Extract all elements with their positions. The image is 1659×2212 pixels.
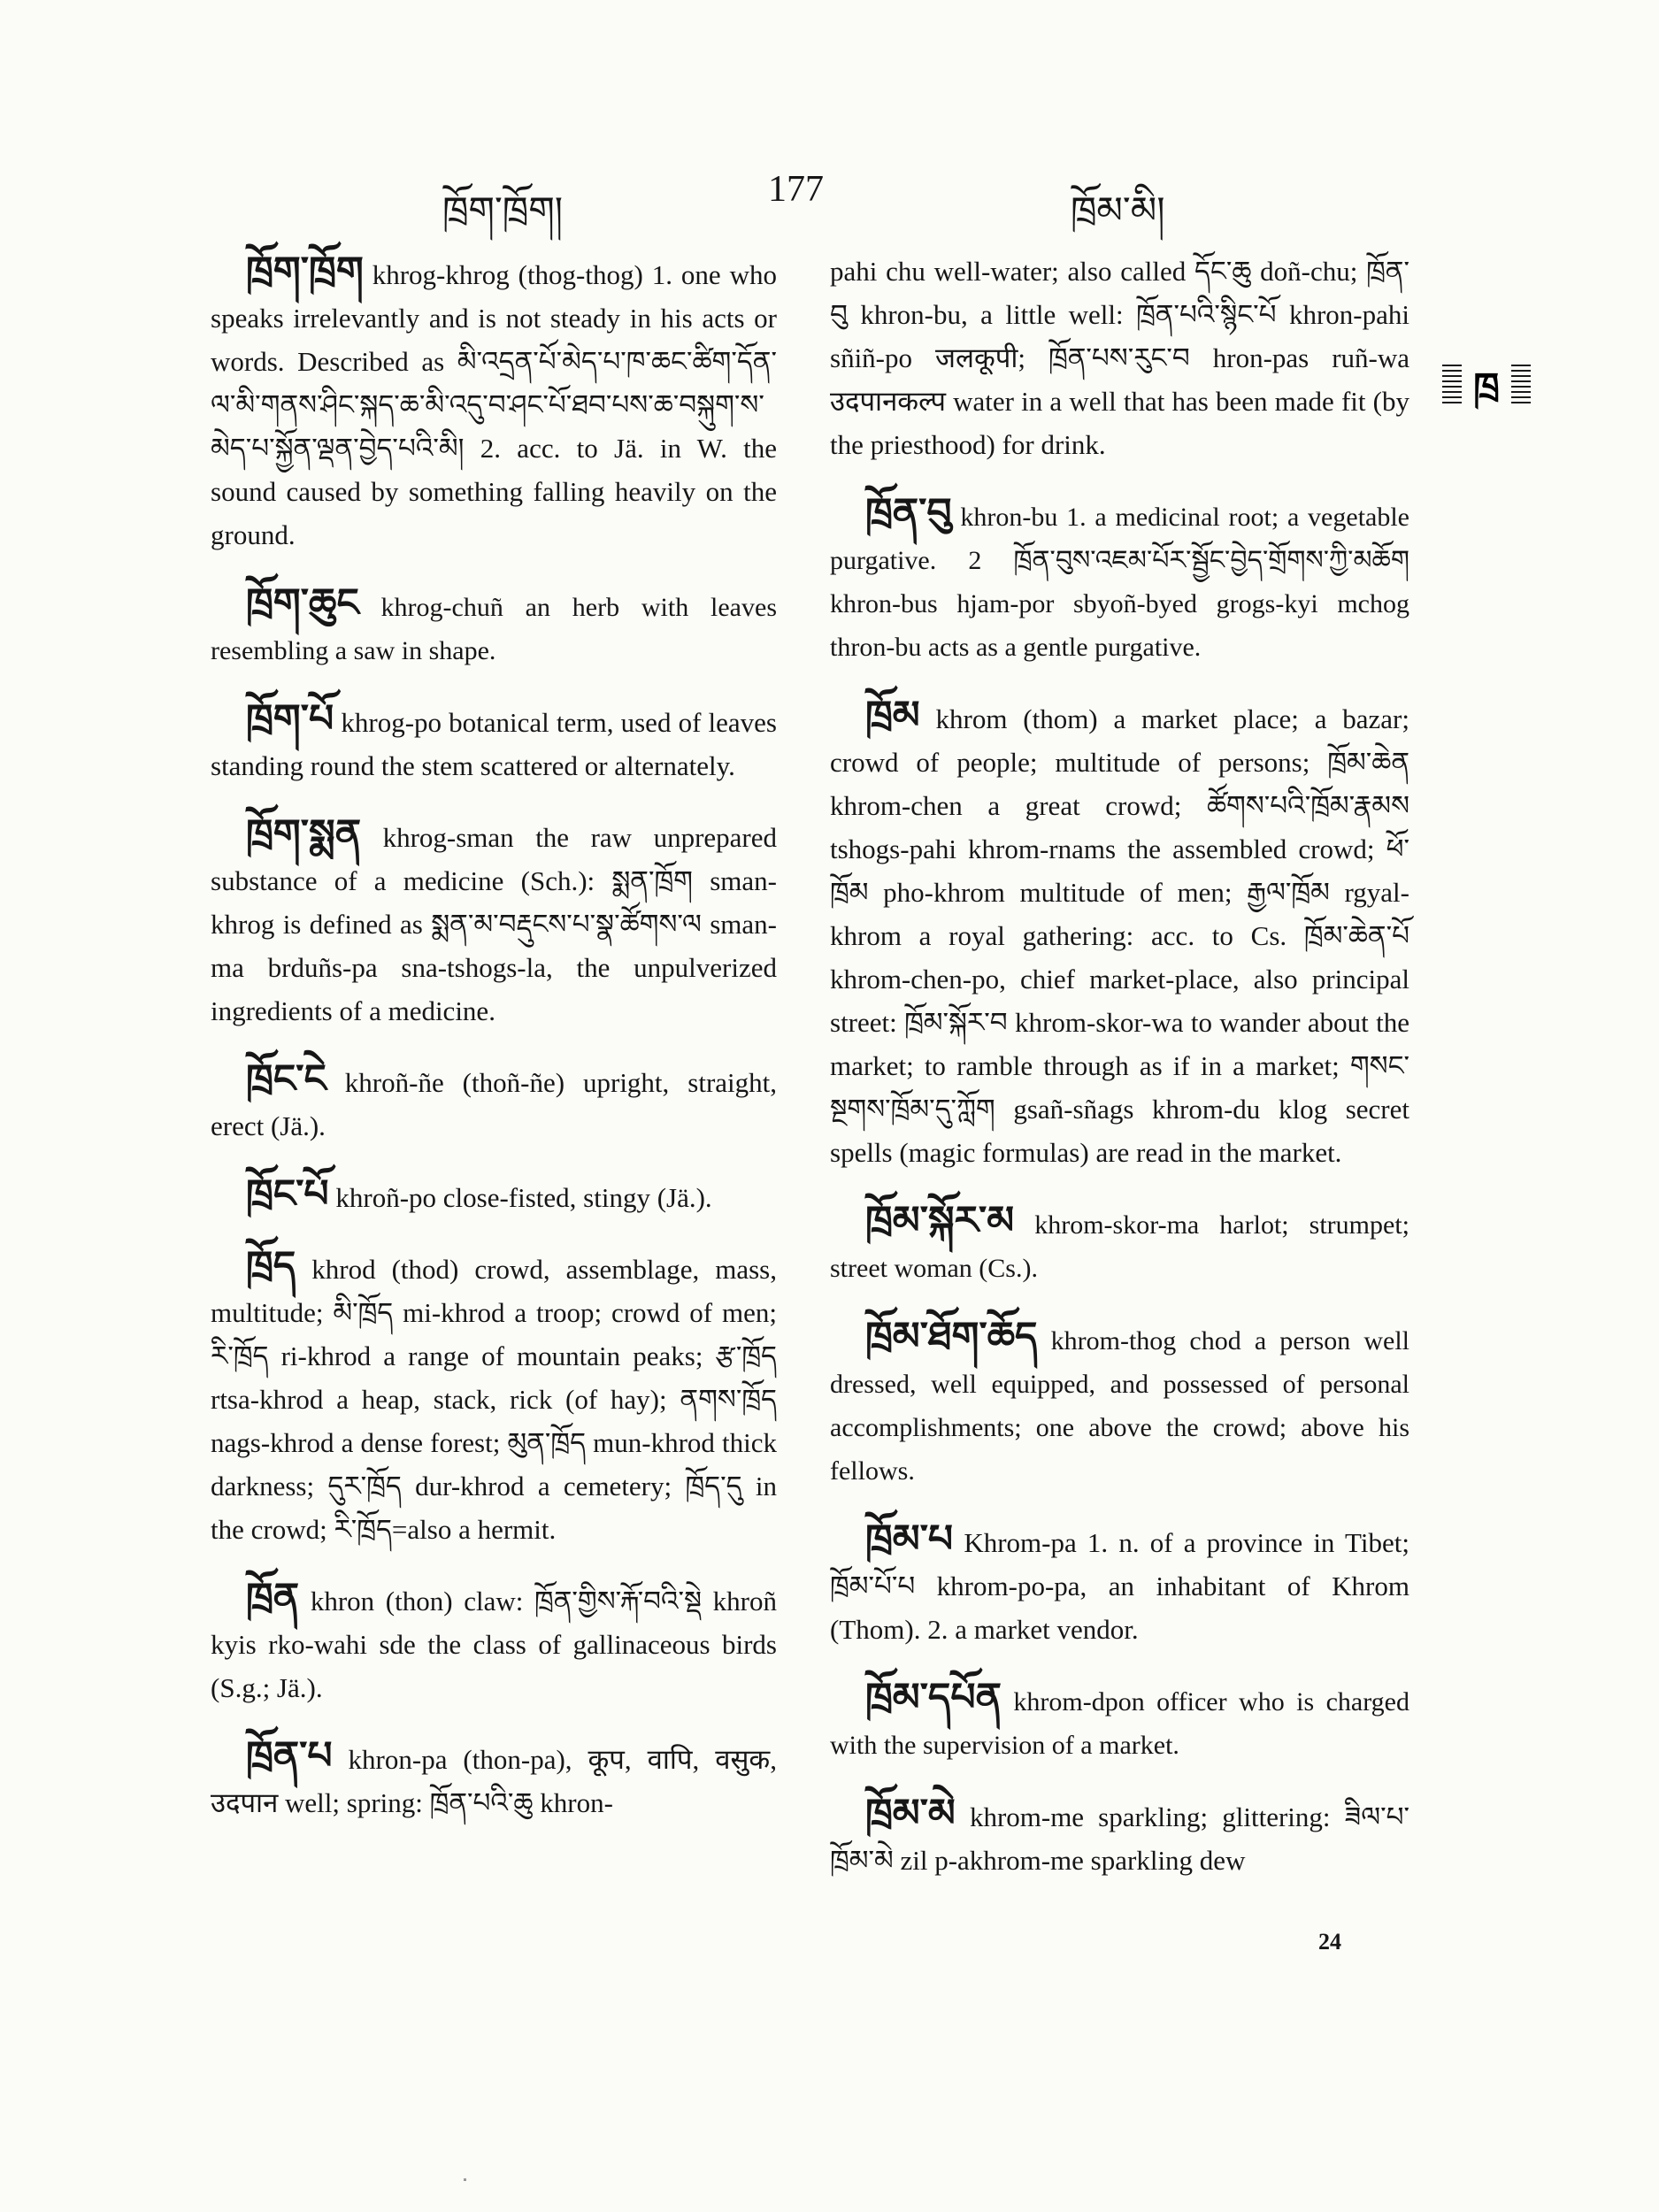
signature-mark: 24: [1318, 1929, 1341, 1955]
dictionary-entry: [211, 581, 777, 672]
thumb-tab-icon: [1442, 358, 1531, 411]
left-column: [211, 250, 777, 1849]
entry-text: khroñ-po close-fisted, stingy (Jä.).: [328, 1182, 712, 1213]
scan-speck: [464, 2178, 466, 2181]
dictionary-entry: [830, 491, 1409, 669]
dictionary-entry: [830, 1199, 1409, 1290]
dictionary-entry: [211, 250, 777, 557]
entry-headword: ཁྲོང་པོ: [246, 1172, 329, 1216]
entry-headword: ཁྲོག་ཁྲོག: [246, 250, 364, 293]
entry-headword: ཁྲོམ་སྐོར་མ: [865, 1199, 1015, 1242]
entry-text: Khrom-pa 1. n. of a province in Tibet; ཁྲོམ་པོ་པ khrom-po-pa, an inhabitant of Khrom (Thom). 2. a market vendor.: [830, 1527, 1409, 1645]
entry-text: khrog-po botanical term, used of leaves standing round the stem scattered or alternately.: [211, 707, 777, 781]
entry-text: khron-bu 1. a medicinal root; a vegetable purgative. 2 ཁྲོན་བུས་འཇམ་པོར་སྦྱོང་བྱེད་གྲོགས་ཀྱི་མཆོག khron-bus hjam-por sbyoñ-byed grogs-kyi mchog thron-bu acts as a gentle purgative.: [830, 503, 1409, 662]
entry-headword: ཁྲོན: [246, 1576, 300, 1619]
dictionary-entry: [211, 1244, 777, 1551]
entry-headword: ཁྲོག་སྨན: [246, 812, 362, 856]
entry-headword: ཁྲོག་པོ: [246, 697, 334, 741]
header-right-guide-word: ཁྲོམ་མི།: [1071, 191, 1165, 232]
entry-text: khrom (thom) a market place; a bazar; crowd of people; multitude of persons; ཁྲོམ་ཆེན khrom-chen a great crowd; ཚོགས་པའི་ཁྲོམ་རྣམས tshogs-pahi khrom-rnams the assembled crowd; ཕོ་ཁྲོམ pho-khrom multitude of men; རྒྱལ་ཁྲོམ rgyal-khrom a royal gathering: acc. to Cs. ཁྲོམ་ཆེན་པོ khrom-chen-po, chief market-place, also principal street: ཁྲོམ་སྐོར་བ khrom-skor-wa to wander about the market; to ramble through as if in a market; གསང་སྔགས་ཁྲོམ་དུ་ཀློག gsañ-sñags khrom-du klog secret spells (magic formulas) are read in the market.: [830, 703, 1409, 1168]
entry-headword: ཁྲོད: [246, 1244, 296, 1287]
entry-headword: ཁྲོམ་མེ: [865, 1792, 956, 1835]
entry-headword: ཁྲོན་བུ: [865, 491, 952, 534]
dictionary-entry: [211, 1172, 777, 1219]
dictionary-entry: [211, 697, 777, 787]
dictionary-entry: [211, 1057, 777, 1148]
right-column: [830, 250, 1409, 1907]
entry-headword: ཁྲོམ་པ: [865, 1517, 954, 1561]
header-left-guide-word: ཁྲོག་ཁྲོག།: [442, 191, 564, 232]
dictionary-entry: [830, 1676, 1409, 1767]
dictionary-entry: [830, 1315, 1409, 1493]
entry-headword: ཁྲོག་ཆུང: [246, 581, 359, 625]
entry-text: khrom-me sparkling; glittering: ཟིལ་པ་ཁྲོམ་མེ zil p-akhrom-me sparkling dew: [830, 1801, 1409, 1876]
entry-text: khrog-chuñ an herb with leaves resembling a saw in shape.: [211, 593, 777, 665]
page-header: [0, 168, 1659, 230]
entry-text: khrod (thod) crowd, assemblage, mass, multitude; མི་ཁྲོད mi-khrod a troop; crowd of men; རི་ཁྲོད ri-khrod a range of mountain peaks; རྩ་ཁྲོད rtsa-khrod a heap, stack, rick (of hay); ནགས་ཁྲོད nags-khrod a dense forest; མུན་ཁྲོད mun-khrod thick darkness; དུར་ཁྲོད dur-khrod a cemetery; ཁྲོད་དུ in the crowd; རི་ཁྲོད=also a hermit.: [211, 1254, 777, 1545]
dictionary-entry: [830, 1517, 1409, 1651]
dictionary-entry: [830, 694, 1409, 1174]
entry-text: khroñ-ñe (thoñ-ñe) upright, straight, erect (Jä.).: [211, 1067, 777, 1141]
entry-headword: ཁྲོམ་དཔོན: [865, 1676, 1002, 1719]
thumb-index-tab: [1442, 358, 1531, 411]
entry-text: khrom-skor-ma harlot; strumpet; street woman (Cs.).: [830, 1210, 1409, 1283]
entry-text: khron-pa (thon-pa), कूप, वापि, वसुक, उदपान well; spring: ཁྲོན་པའི་ཆུ khron-: [211, 1744, 777, 1818]
entry-text: khrom-dpon officer who is charged with the supervision of a market.: [830, 1687, 1409, 1760]
entry-headword: ཁྲོན་པ: [246, 1734, 333, 1778]
thumb-tab-label: ཁྲ: [1473, 365, 1500, 408]
entry-text: khrog-sman the raw unprepared substance of a medicine (Sch.): སྨན་ཁྲོག sman-khrog is defined as སྨན་མ་བརྡུངས་པ་སྣ་ཚོགས་ལ sman-ma brduñs-pa sna-tshogs-la, the unpulverized ingredients of a medicine.: [211, 822, 777, 1026]
dictionary-entry: [211, 1576, 777, 1709]
entry-headword: ཁྲོམ: [865, 694, 920, 737]
entry-text: khrog-khrog (thog-thog) 1. one who speaks irrelevantly and is not steady in his acts or words. Described as མི་འདྲན་པོ་མེད་པ་ཁ་ཆང་ཚིག་དོན་ལ་མི་གནས་ཤིང་སྐད་ཆ་མི་འདུ་བ་ཤང་པོ་ཐབ་པས་ཆ་བསྐུག་ས་མེད་པ་སྐྱོན་ལྡན་བྱེད་པའི་མི། 2. acc. to Jä. in W. the sound caused by something falling heavily on the ground.: [211, 259, 777, 550]
dictionary-entry: [211, 1734, 777, 1824]
page-number: 177: [768, 169, 824, 210]
entry-text: khron (thon) claw: ཁྲོན་གྱིས་རྐོ་བའི་སྡེ khroñ kyis rko-wahi sde the class of gallinaceous birds (S.g.; Jä.).: [211, 1586, 777, 1703]
dictionary-entry: [830, 1792, 1409, 1882]
entry-text: pahi chu well-water; also called དོང་ཆུ doñ-chu; ཁྲོན་བུ khron-bu, a little well: ཁྲོན་པའི་སྙིང་པོ khron-pahi sñiñ-po जलकूपी; ཁྲོན་པས་རུང་བ hron-pas ruñ-wa उदपानकल्प water in a well that has been made fit (by the priesthood) for drink.: [830, 256, 1409, 460]
dictionary-entry: [211, 812, 777, 1033]
entry-headword: ཁྲོམ་ཐོག་ཆོད: [865, 1315, 1038, 1358]
dictionary-entry: [830, 250, 1409, 466]
entry-text: khrom-thog chod a person well dressed, well equipped, and possessed of personal accomplishments; one above the crowd; above his fellows.: [830, 1326, 1409, 1486]
entry-headword: ཁྲོང་ངེ: [246, 1057, 326, 1101]
